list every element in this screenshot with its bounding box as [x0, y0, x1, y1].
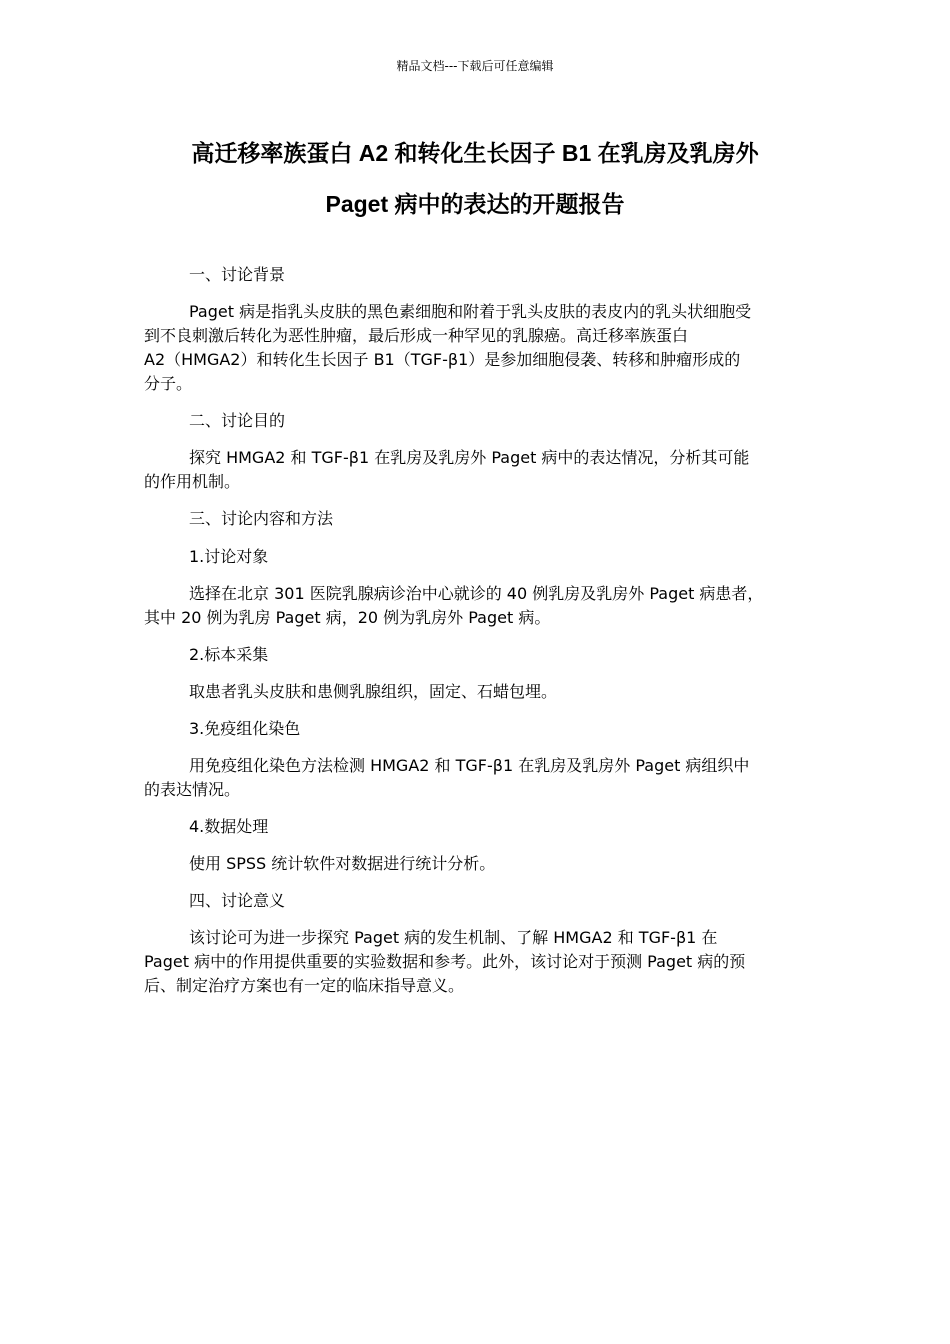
paragraph-line: 选择在北京 301 医院乳腺病诊治中心就诊的 40 例乳房及乳房外 Paget 病患者， [189, 584, 764, 603]
paragraph-line: Paget 病是指乳头皮肤的黑色素细胞和附着于乳头皮肤的表皮内的乳头状细胞受 [189, 302, 752, 321]
paragraph-line: 用免疫组化染色方法检测 HMGA2 和 TGF-β1 在乳房及乳房外 Paget 病组织中 [189, 756, 750, 775]
subsection-heading-subjects: 1.讨论对象 [189, 547, 269, 566]
paragraph-line: A2（HMGA2）和转化生长因子 B1（TGF-β1）是参加细胞侵袭、转移和肿瘤形成的 [144, 350, 741, 369]
paragraph-purpose [144, 446, 808, 494]
subsection-heading-staining: 3.免疫组化染色 [189, 719, 301, 738]
subsection-heading-data: 4.数据处理 [189, 817, 269, 836]
paragraph-line: 探究 HMGA2 和 TGF-β1 在乳房及乳房外 Paget 病中的表达情况，分析其可能 [189, 448, 750, 467]
paragraph-subjects [144, 582, 808, 630]
section-heading-methods: 三、讨论内容和方法 [189, 509, 334, 528]
paragraph-line: 的作用机制。 [144, 472, 241, 491]
paragraph-staining [144, 754, 808, 802]
paragraph-significance [144, 926, 808, 998]
paragraph-sampling [144, 680, 808, 704]
subsection-heading-sampling: 2.标本采集 [189, 645, 269, 664]
section-heading-purpose: 二、讨论目的 [189, 411, 286, 430]
document-title-line-1: 高迁移率族蛋白 A2 和转化生长因子 B1 在乳房及乳房外 [191, 140, 759, 166]
paragraph-background [144, 300, 808, 396]
paragraph-data [144, 852, 808, 876]
paragraph-line: 的表达情况。 [144, 780, 241, 799]
section-heading-significance: 四、讨论意义 [189, 891, 286, 910]
header-note: 精品文档---下载后可任意编辑 [396, 59, 554, 73]
paragraph-line: 该讨论可为进一步探究 Paget 病的发生机制、了解 HMGA2 和 TGF-β1 在 [189, 928, 718, 947]
document-body [144, 262, 808, 1010]
paragraph-line: 取患者乳头皮肤和患侧乳腺组织，固定、石蜡包埋。 [189, 682, 558, 701]
paragraph-line: 到不良刺激后转化为恶性肿瘤，最后形成一种罕见的乳腺癌。高迁移率族蛋白 [144, 326, 689, 345]
paragraph-line: 使用 SPSS 统计软件对数据进行统计分析。 [189, 854, 496, 873]
paragraph-line: 分子。 [144, 374, 193, 393]
document-title-line-2: Paget 病中的表达的开题报告 [325, 191, 625, 217]
paragraph-line: Paget 病中的作用提供重要的实验数据和参考。此外，该讨论对于预测 Paget 病的预 [144, 952, 746, 971]
paragraph-line: 后、制定治疗方案也有一定的临床指导意义。 [144, 976, 465, 995]
paragraph-line: 其中 20 例为乳房 Paget 病，20 例为乳房外 Paget 病。 [144, 608, 551, 627]
section-heading-background: 一、讨论背景 [189, 265, 286, 284]
